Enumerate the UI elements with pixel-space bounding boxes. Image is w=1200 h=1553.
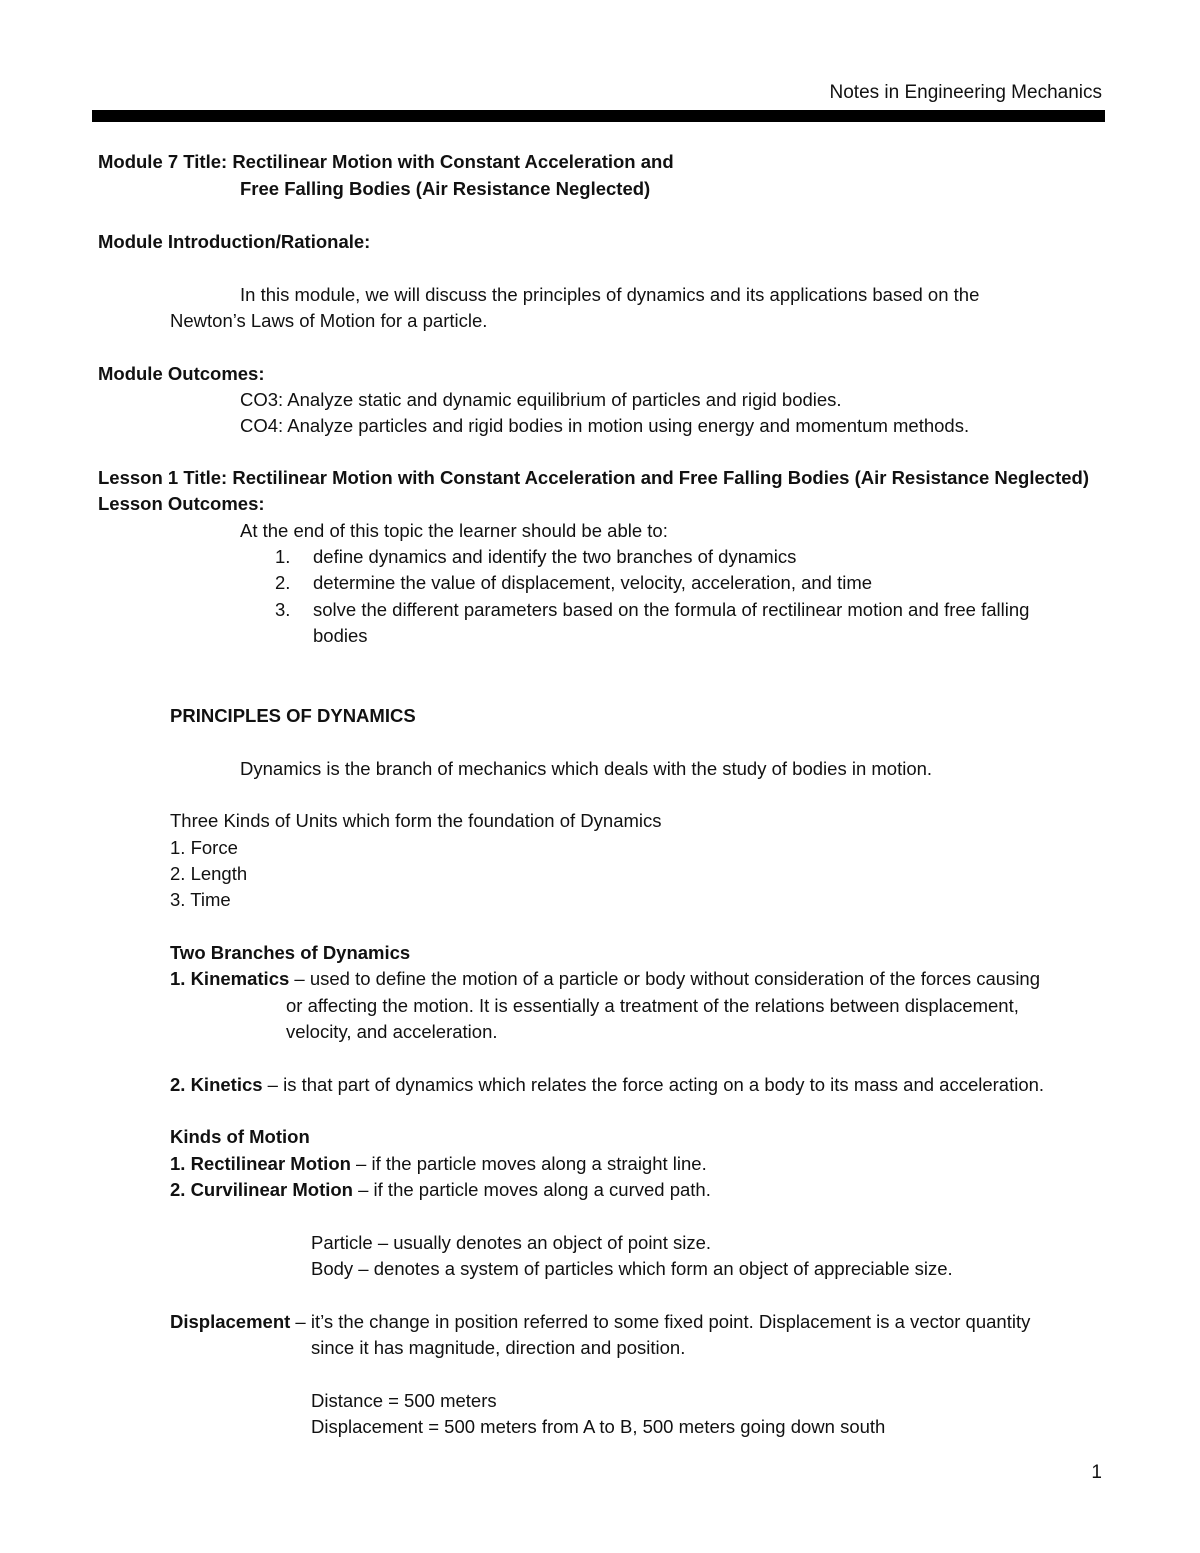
- kinetics-text: – is that part of dynamics which relates the force acting on a body to its mass and acceleration.: [262, 1074, 1045, 1095]
- displacement-line1: [170, 1309, 1030, 1335]
- kinematics-text: – used to define the motion of a particle or body without consideration of the forces causing: [289, 968, 1041, 989]
- lesson-item-number: 1.: [275, 546, 291, 567]
- module-title: [98, 149, 674, 175]
- outcomes-heading: Module Outcomes:: [98, 363, 265, 384]
- unit-item: 2. Length: [170, 863, 248, 884]
- lesson-item-number: 3.: [275, 599, 291, 620]
- intro-line2: Newton’s Laws of Motion for a particle.: [170, 310, 488, 331]
- module-title-line2: Free Falling Bodies (Air Resistance Neglected): [240, 178, 651, 199]
- distance-example: Distance = 500 meters: [311, 1390, 497, 1411]
- body-definition: Body – denotes a system of particles which form an object of appreciable size.: [311, 1258, 953, 1279]
- displacement-line2: since it has magnitude, direction and position.: [311, 1337, 686, 1358]
- units-intro: Three Kinds of Units which form the foundation of Dynamics: [170, 810, 662, 831]
- intro-line1: In this module, we will discuss the principles of dynamics and its applications based on the: [240, 284, 980, 305]
- module-label: Module 7 Title:: [98, 151, 228, 172]
- displacement-label: Displacement: [170, 1311, 291, 1332]
- header-title: Notes in Engineering Mechanics: [829, 82, 1102, 103]
- kinetics-line: [170, 1072, 1044, 1098]
- kinematics-line1: [170, 966, 1040, 992]
- outcome-co4: CO4: Analyze particles and rigid bodies in motion using energy and momentum methods.: [240, 415, 970, 436]
- lesson-title: Lesson 1 Title: Rectilinear Motion with Constant Acceleration and Free Falling Bodies (Air Resistance Neglected): [98, 467, 1089, 488]
- curvilinear-text: – if the particle moves along a curved path.: [352, 1179, 711, 1200]
- curvilinear-line: [170, 1177, 711, 1203]
- principles-heading: PRINCIPLES OF DYNAMICS: [170, 705, 416, 726]
- outcome-co3: CO3: Analyze static and dynamic equilibrium of particles and rigid bodies.: [240, 389, 842, 410]
- unit-item: 1. Force: [170, 837, 238, 858]
- module-title-line1: Rectilinear Motion with Constant Acceleration and: [232, 151, 674, 172]
- intro-heading: Module Introduction/Rationale:: [98, 231, 371, 252]
- displacement-example: Displacement = 500 meters from A to B, 500 meters going down south: [311, 1416, 886, 1437]
- lesson-item-text: determine the value of displacement, velocity, acceleration, and time: [313, 572, 873, 593]
- rectilinear-text: – if the particle moves along a straight line.: [350, 1153, 707, 1174]
- displacement-text: – it’s the change in position referred to some fixed point. Displacement is a vector quantity: [290, 1311, 1031, 1332]
- lesson-item-number: 2.: [275, 572, 291, 593]
- particle-definition: Particle – usually denotes an object of point size.: [311, 1232, 712, 1253]
- lesson-outcomes-heading: Lesson Outcomes:: [98, 493, 265, 514]
- dynamics-definition: Dynamics is the branch of mechanics which deals with the study of bodies in motion.: [240, 758, 933, 779]
- motion-heading: Kinds of Motion: [170, 1126, 310, 1147]
- kinematics-label: 1. Kinematics: [170, 968, 290, 989]
- rectilinear-line: [170, 1151, 707, 1177]
- lesson-item-text-continued: bodies: [313, 625, 368, 646]
- unit-item: 3. Time: [170, 889, 231, 910]
- lesson-intro: At the end of this topic the learner should be able to:: [240, 520, 668, 541]
- lesson-item-text: solve the different parameters based on the formula of rectilinear motion and free falling: [313, 599, 1030, 620]
- kinematics-line3: velocity, and acceleration.: [286, 1021, 498, 1042]
- rectilinear-label: 1. Rectilinear Motion: [170, 1153, 351, 1174]
- curvilinear-label: 2. Curvilinear Motion: [170, 1179, 353, 1200]
- branches-heading: Two Branches of Dynamics: [170, 942, 411, 963]
- page-number: 1: [1091, 1462, 1102, 1483]
- kinetics-label: 2. Kinetics: [170, 1074, 263, 1095]
- header-rule: [92, 110, 1105, 122]
- lesson-item-text: define dynamics and identify the two branches of dynamics: [313, 546, 797, 567]
- kinematics-line2: or affecting the motion. It is essentially a treatment of the relations between displacement,: [286, 995, 1019, 1016]
